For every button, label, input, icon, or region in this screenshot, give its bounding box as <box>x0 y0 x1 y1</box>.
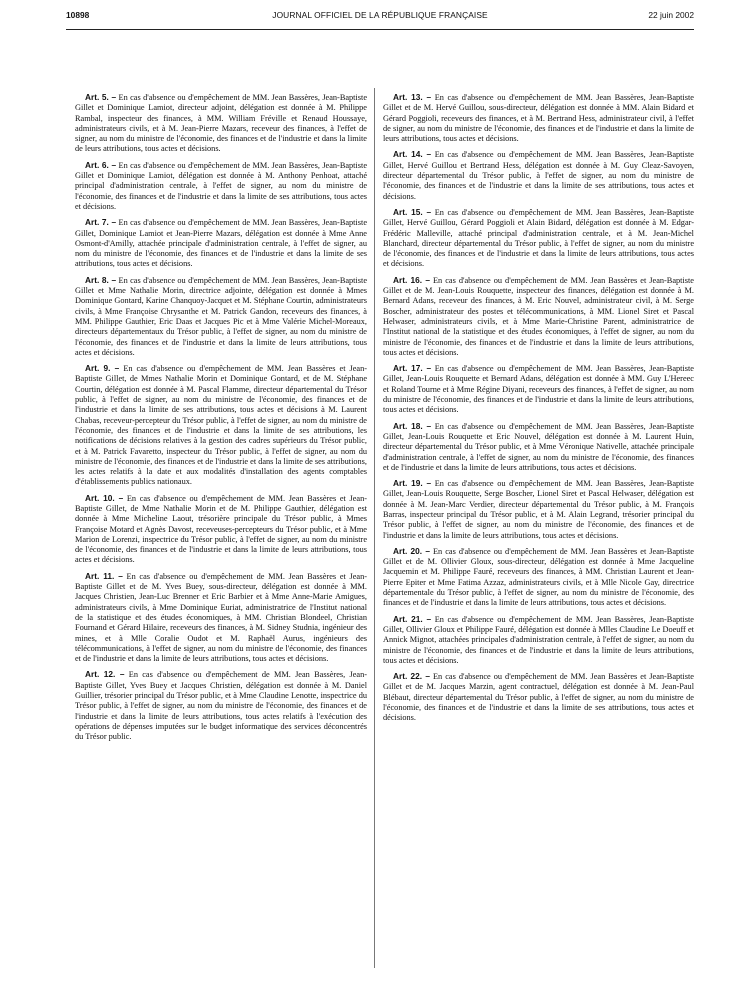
article-14 <box>383 149 694 201</box>
article-16 <box>383 275 694 358</box>
article-text: En cas d'absence ou d'empêchement de MM. Jean Bassères, Jean-Baptiste Gillet, Hervé Guillou et Bertrand Hess, délégation est donnée à M. Guy Cleaz-Savoyen, directeur départemental du Trésor public, à l'effet de signer, au nom du ministre de l'économie, des finances et de l'industrie et dans la limite de ses attributions, tous actes et décisions. <box>383 150 694 201</box>
article-5 <box>75 92 367 155</box>
article-text: En cas d'absence ou d'empêchement de MM. Jean Bassères, Jean-Baptiste Gillet, Yves Buey et Jacques Christien, délégation est donnée à M. Daniel Guillier, trésorier principal du Trésor public, et à Mme Claudine Lenotte, inspectrice du Trésor public, à l'effet de signer, au nom du ministre de l'économie, des finances et de l'industrie et dans la limite de leurs attributions, tous actes relatifs à l'exécution des opérations de dépenses imputées sur le budget informatique des services déconcentrés du Trésor public. <box>75 670 367 742</box>
right-column <box>383 92 694 729</box>
article-text: En cas d'absence ou d'empêchement de MM. Jean Bassères, Jean-Baptiste Gillet, Jean-Louis Rouquette, Serge Boscher, Lionel Siret et Pascal Helwaser, délégation est donnée à M. Jean-Marc Verdier, directeur départemental du Trésor public, à M. François Barras, inspecteur principal du Trésor public, et à M. Alain Legrand, trésorier principal du Trésor public, à l'effet de signer, au nom du ministre de l'économie, des finances et de l'industrie et dans la limite de leurs attributions, tous actes et décisions. <box>383 479 694 540</box>
article-12 <box>75 669 367 742</box>
article-text: En cas d'absence ou d'empêchement de MM. Jean Bassères, Jean-Baptiste Gillet et Dominique Lamiot, délégation est donnée à M. Anthony Penhoat, attaché principal d'administration centrale, à l'effet de signer, au nom du ministre de l'économie, des finances et de l'industrie et dans la limite de ses attributions, tous actes et décisions. <box>75 160 368 211</box>
article-7 <box>75 217 367 269</box>
article-label: Art. 7. – <box>85 217 117 228</box>
article-10 <box>75 493 367 566</box>
article-22 <box>383 671 694 723</box>
left-column <box>75 92 367 748</box>
article-8 <box>75 275 367 358</box>
journal-title: JOURNAL OFFICIEL DE LA RÉPUBLIQUE FRANÇAISE <box>272 10 488 20</box>
article-20 <box>383 546 694 609</box>
column-divider <box>374 88 375 968</box>
article-label: Art. 13. – <box>393 92 432 102</box>
article-label: Art. 6. – <box>85 159 117 170</box>
article-label: Art. 20. – <box>393 545 430 556</box>
article-17 <box>383 363 694 415</box>
article-11 <box>75 571 367 665</box>
article-text: En cas d'absence ou d'empêchement de MM. Jean Bassères et Jean-Baptiste Gillet, de Mme Nathalie Morin et de M. Philippe Gauthier, délégation est donnée à Mme Micheline Laout, trésorière principale du Trésor public, à Mmes Françoise Motard et Agnès Davost, receveuses-percepteurs du Trésor public, et à Mme Marion de Lorenzi, inspectrice du Trésor public, à l'effet de signer, au nom du ministre de l'économie, des finances et de l'industrie et dans la limite de leurs attributions, tous actes et décisions. <box>75 493 367 565</box>
article-label: Art. 17. – <box>393 363 432 374</box>
article-text: En cas d'absence ou d'empêchement de MM. Jean Bassères et Jean-Baptiste Gillet et de M. Jean-Louis Rouquette, inspecteur des finances, délégation est donnée à M. Bernard Adans, receveur des finances, à M. Eric Nouvel, administrateur civil, à M. Serge Boscher, administrateur des postes et télécommunications, à MM. Lionel Siret et Pascal Helwaser, administrateurs civils, et à Mme Marie-Christine Parent, administratrice de l'Institut national de la statistique et des études économiques, à l'effet de signer, au nom du ministre de l'économie, des finances et de l'industrie et dans la limite de leurs attributions, tous actes et décisions. <box>383 275 694 357</box>
header-rule <box>66 29 694 30</box>
publication-date: 22 juin 2002 <box>648 10 694 20</box>
article-text: En cas d'absence ou d'empêchement de MM. Jean Bassères, Jean-Baptiste Gillet, Jean-Louis Rouquette et Bernard Adans, délégation est donnée à MM. Guy L'Hereec et Roland Tourne et à Mme Régine Diyani, receveurs des finances, à l'effet de signer, au nom du ministre de l'économie, des finances et de l'industrie et dans la limite de leurs attributions, tous actes et décisions. <box>383 364 694 415</box>
article-label: Art. 15. – <box>393 206 432 217</box>
article-text: En cas d'absence ou d'empêchement de MM. Jean Bassères, Jean-Baptiste Gillet, Dominique Lamiot et Jean-Pierre Mazars, délégation est donnée à Mme Anne Osmont-d'Amilly, attachée principale d'administration centrale, à l'effet de signer, au nom du ministre de l'économie, des finances et de l'industrie et dans la limite de ses attributions, tous actes et décisions. <box>75 218 368 269</box>
article-text: En cas d'absence ou d'empêchement de MM. Jean Bassères, Jean-Baptiste Gillet et Mme Nathalie Morin, directrice adjointe, délégation est donnée à Mmes Dominique Gontard, Karine Chanquoy-Jacquet et M. Stéphane Courtin, administrateurs civils, à Mme Françoise Chrysanthe et M. Patrick Gandon, receveurs des finances, à MM. Philippe Gauthier, Eric Daas et Jacques Pic et à Mme Valérie Michel-Moreaux, directeurs départementaux du Trésor public, à l'effet de signer, au nom du ministre de l'économie, des finances et de l'industrie et dans la limite de leurs attributions, tous actes et décisions. <box>75 275 368 357</box>
article-label: Art. 12. – <box>85 669 125 680</box>
article-label: Art. 19. – <box>393 478 432 489</box>
article-text: En cas d'absence ou d'empêchement de MM. Jean Bassères, Jean-Baptiste Gillet et Dominique Lamiot, directeur adjoint, délégation est donnée à M. Philippe Rambal, inspecteur des finances, à MM. William Fréville et Renaud Houssaye, administrateurs civils, et à M. Jean-Pierre Mazars, receveur des finances, à l'effet de signer, au nom du ministre de l'économie, des finances et de l'industrie et dans la limite de leurs attributions, tous actes et décisions. <box>75 93 368 154</box>
page-number: 10898 <box>66 10 90 20</box>
article-label: Art. 16. – <box>393 274 430 285</box>
article-text: En cas d'absence ou d'empêchement de MM. Jean Bassères et Jean-Baptiste Gillet et de M. Yves Buey, sous-directeur, délégation est donnée à MM. Jacques Christien, Jean-Luc Brenner et Eric Barbier et à Mme Anne-Marie Amigues, administrateurs civils, à Mme Dominique Euriat, administratrice de l'Institut national de la statistique et des études économiques, à MM. Christian Blondeel, Christian Fournand et Gérard Hilaire, receveurs des finances, à M. Sidney Studnia, ingénieur des mines, et à Mlle Coralie Oudot et M. Raphaël Aurus, ingénieurs des télécommunications, à l'effet de signer, au nom du ministre de l'économie, des finances et de l'industrie et dans la limite de leurs attributions, tous actes et décisions. <box>75 571 367 664</box>
article-text: En cas d'absence ou d'empêchement de MM. Jean Bassères, Jean-Baptiste Gillet, Jean-Louis Rouquette et Eric Nouvel, délégation est donnée à M. Laurent Huin, directeur départemental du Trésor public, et à Mme Véronique Nativelle, attachée principale d'administration centrale, à l'effet de signer, au nom du ministre de l'économie, des finances et de l'industrie et dans la limite de leurs attributions, tous actes et décisions. <box>383 421 694 472</box>
article-label: Art. 9. – <box>85 363 120 374</box>
article-label: Art. 14. – <box>393 149 432 160</box>
article-text: En cas d'absence ou d'empêchement de MM. Jean Bassères, Jean-Baptiste Gillet, Hervé Guillou, Gérard Poggioli et Alain Bidard, délégation est donnée à M. Edgar-Frédéric Malleville, attaché principal d'administration centrale, et à M. Jean-Michel Blanchard, directeur départemental du Trésor public, à l'effet de signer, au nom du ministre de l'économie, des finances et de l'industrie et dans la limite de leurs attributions, tous actes et décisions. <box>383 207 694 269</box>
article-19 <box>383 478 694 541</box>
article-text: En cas d'absence ou d'empêchement de MM. Jean Bassères et Jean-Baptiste Gillet, de Mmes Nathalie Morin et Dominique Gontard, et de M. Stéphane Courtin, délégation est donnée à M. Pascal Flamme, directeur départemental du Trésor public, à l'effet de signer, au nom du ministre de l'économie, des finances et de l'industrie et dans la limite de ses attributions, tous actes et décisions à M. Laurent Chabas, receveur-percepteur du Trésor public, à l'effet de signer, au nom du ministre de l'économie, des finances et de l'industrie et dans la limite de ses attributions, les notifications de décisions relatives à la gestion des cadres supérieurs du Trésor public, et à M. Patrick Favaretto, inspecteur du Trésor public, à l'effet de signer, au nom du ministre de l'économie, des finances et de l'industrie et dans la limite de ses attributions, les actes relatifs à la date et aux modalités d'installation des agents comptables d'établissements publics nationaux. <box>75 364 368 487</box>
article-13 <box>383 92 694 144</box>
article-21 <box>383 614 694 666</box>
article-text: En cas d'absence ou d'empêchement de MM. Jean Bassères et Jean-Baptiste Gillet et de M. Ollivier Gloux, sous-directeur, délégation est donnée à Mme Jacqueline Jacquemin et M. Philippe Fauré, receveurs des finances, à MM. Christian Laurent et Jean-Pierre Epiter et Mme Fatima Azzaz, administrateurs civils, et à Mlle Nicole Gay, directrice départementale du Trésor public, à l'effet de signer, au nom du ministre de l'économie, des finances et de l'industrie et dans la limite de leurs attributions, tous actes et décisions. <box>383 546 694 608</box>
page-header <box>66 10 694 24</box>
article-18 <box>383 421 694 473</box>
article-label: Art. 10. – <box>85 492 124 503</box>
article-label: Art. 22. – <box>393 671 430 682</box>
article-label: Art. 18. – <box>393 420 432 431</box>
article-label: Art. 5. – <box>85 92 117 102</box>
article-label: Art. 8. – <box>85 274 117 285</box>
article-15 <box>383 207 694 270</box>
article-text: En cas d'absence ou d'empêchement de MM. Jean Bassères et Jean-Baptiste Gillet et de M. Jacques Marzin, agent contractuel, délégation est donnée à M. Jean-Paul Blébaut, directeur départemental du Trésor public, à l'effet de signer, au nom du ministre de l'économie, des finances et de l'industrie et dans la limite de ses attributions, tous actes et décisions. <box>383 672 694 723</box>
article-9 <box>75 363 367 488</box>
article-label: Art. 21. – <box>393 613 432 624</box>
article-label: Art. 11. – <box>85 570 123 581</box>
article-6 <box>75 160 367 212</box>
article-text: En cas d'absence ou d'empêchement de MM. Jean Bassères, Jean-Baptiste Gillet et de M. Hervé Guillou, sous-directeur, délégation est donnée à MM. Alain Bidard et Gérard Poggioli, receveurs des finances, et à M. Bertrand Hess, administrateur civil, à l'effet de signer, au nom du ministre de l'économie, des finances et de l'industrie et dans la limite de leurs attributions, tous actes et décisions. <box>383 93 694 144</box>
article-text: En cas d'absence ou d'empêchement de MM. Jean Bassères, Jean-Baptiste Gillet, Ollivier Gloux et Philippe Fauré, délégation est donnée à Mlles Claudine Le Doeuff et Annick Mignot, attachées principales d'administration centrale, à l'effet de signer, au nom du ministre de l'économie, des finances et de l'industrie et dans la limite de leurs attributions, tous actes et décisions. <box>383 614 694 665</box>
